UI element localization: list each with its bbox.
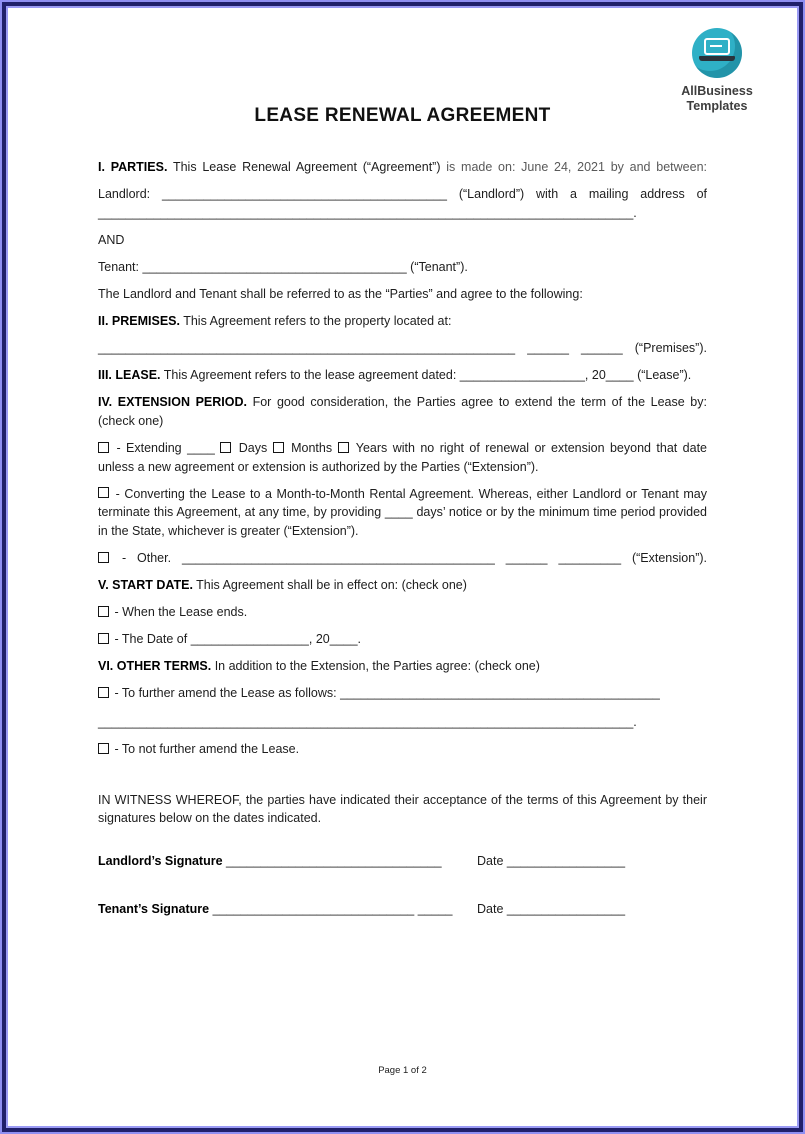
- start-date-year-suffix: , 20____.: [308, 632, 362, 647]
- start-date-option-label: - The Date of: [114, 632, 188, 647]
- tenant-line: [98, 258, 707, 277]
- extension-heading-line: [98, 393, 707, 412]
- lease-year-blank[interactable]: ____: [605, 368, 634, 383]
- landlord-address-period: .: [633, 205, 637, 220]
- laptop-icon: [692, 28, 742, 78]
- tenant-date-label: Date: [477, 901, 504, 916]
- tenant-signature-extra-blank[interactable]: _____: [417, 901, 453, 916]
- landlord-line: [98, 185, 707, 222]
- premises-address-blank[interactable]: ____________________________________________________________: [98, 341, 516, 356]
- parties-referred-line: The Landlord and Tenant shall be referred to as the “Parties” and agree to the following:: [98, 286, 583, 301]
- landlord-date-blank[interactable]: _________________: [506, 853, 626, 868]
- premises-suffix: (“Premises”).: [634, 341, 707, 356]
- option-extending-line: [98, 439, 707, 476]
- tenant-signature-left: [98, 902, 477, 916]
- lease-body: This Agreement refers to the lease agreement dated:: [163, 368, 457, 383]
- parties-made-on-date: is made on: June 24, 2021 by and between:: [446, 160, 707, 174]
- landlord-label: Landlord:: [98, 187, 151, 202]
- days-checkbox[interactable]: [220, 442, 231, 453]
- start-date-heading: V. START DATE.: [98, 578, 193, 593]
- other-terms-heading: VI. OTHER TERMS.: [98, 659, 212, 674]
- landlord-date-label: Date: [477, 853, 504, 868]
- landlord-signature-blank[interactable]: _______________________________: [226, 853, 442, 868]
- converting-before: - Converting the Lease to a Month-to-Month Rental Agreement. Whereas, either Landlord or Tenant may terminate this Agreement, at any time, by providing: [98, 486, 707, 520]
- premises-body: This Agreement refers to the property located at:: [183, 314, 452, 329]
- landlord-signature-row: [98, 854, 707, 868]
- start-date-blank[interactable]: _________________: [190, 632, 309, 647]
- witness-clause: IN WITNESS WHEREOF, the parties have indicated their acceptance of the terms of this Agreement by their signatures below on the dates indicated.: [98, 792, 707, 826]
- years-label: Years: [355, 441, 388, 456]
- start-date-body: This Agreement shall be in effect on: (check one): [196, 578, 467, 593]
- converting-checkbox[interactable]: [98, 487, 109, 498]
- lease-year-label: , 20: [584, 368, 606, 383]
- amend-blank2[interactable]: _____________________________________________________________________________: [98, 715, 634, 730]
- extending-checkbox[interactable]: [98, 442, 109, 453]
- tenant-signature-row: [98, 902, 707, 916]
- months-label: Months: [291, 441, 333, 456]
- tenant-signature-label: Tenant’s Signature: [98, 901, 210, 916]
- other-blank-long[interactable]: _____________________________________________: [182, 551, 495, 565]
- tenant-date-blank[interactable]: _________________: [506, 901, 626, 916]
- logo-brand-line1: AllBusiness: [681, 84, 753, 98]
- logo-brand-line2: Templates: [686, 98, 748, 113]
- parties-intro-line: [98, 158, 707, 177]
- converting-after: days’ notice or by the minimum time period provided in the State, whichever is greater (“Extension”).: [98, 505, 708, 538]
- landlord-signature-left: [98, 854, 477, 868]
- tenant-signature-blank[interactable]: _____________________________: [212, 901, 415, 916]
- tenant-suffix: (“Tenant”).: [410, 259, 468, 274]
- days-label: Days: [238, 441, 268, 456]
- premises-heading-line: [98, 312, 707, 331]
- premises-blank-short1[interactable]: ______: [527, 341, 569, 356]
- extension-check-one-line: (check one): [98, 413, 164, 428]
- other-blank-short1[interactable]: ______: [505, 551, 548, 565]
- other-suffix: (“Extension”).: [631, 551, 707, 565]
- lease-heading: III. LEASE.: [98, 368, 161, 383]
- months-checkbox[interactable]: [273, 442, 284, 453]
- lease-date-blank[interactable]: __________________: [459, 368, 585, 383]
- amend-blank1[interactable]: ______________________________________________: [340, 686, 660, 701]
- extension-body: For good consideration, the Parties agree to extend the term of the Lease by:: [252, 395, 707, 410]
- premises-blank-line: [98, 339, 707, 358]
- landlord-suffix: (“Landlord”) with a mailing address of: [458, 187, 707, 202]
- amend-label: - To further amend the Lease as follows:: [114, 686, 337, 701]
- lease-ends-checkbox[interactable]: [98, 606, 109, 617]
- laptop-base-icon: [699, 56, 735, 61]
- option-lease-ends-line: [98, 603, 707, 622]
- extending-label: - Extending: [116, 441, 182, 456]
- no-amend-label: - To not further amend the Lease.: [114, 742, 300, 757]
- option-amend-line: [98, 684, 707, 703]
- extending-number-blank[interactable]: ____: [187, 441, 215, 456]
- converting-days-blank[interactable]: ____: [384, 505, 413, 520]
- and-line: AND: [98, 232, 125, 247]
- landlord-name-blank[interactable]: _________________________________________: [161, 187, 447, 202]
- premises-blank-short2[interactable]: ______: [580, 341, 623, 356]
- amend-blank-line2: [98, 713, 707, 732]
- no-amend-checkbox[interactable]: [98, 743, 109, 754]
- option-other-line: [98, 549, 707, 568]
- other-terms-body: In addition to the Extension, the Parties agree: (check one): [214, 659, 540, 674]
- page-border-middle: [2, 2, 803, 1132]
- other-terms-heading-line: [98, 657, 707, 676]
- laptop-screen-icon: [704, 38, 730, 55]
- extending-rest: with no right of renewal or extension beyond that date unless a new agreement or extension is authorized by the Parties (“Extension”).: [98, 441, 707, 474]
- premises-heading: II. PREMISES.: [98, 314, 180, 329]
- other-checkbox[interactable]: [98, 552, 109, 563]
- other-label: - Other.: [121, 551, 172, 565]
- amend-period: .: [633, 715, 637, 730]
- years-checkbox[interactable]: [338, 442, 349, 453]
- lease-ends-label: - When the Lease ends.: [114, 605, 248, 620]
- extension-heading: IV. EXTENSION PERIOD.: [98, 395, 247, 410]
- page-number: Page 1 of 2: [378, 1065, 427, 1076]
- start-date-checkbox[interactable]: [98, 633, 109, 644]
- landlord-address-blank[interactable]: _____________________________________________________________________________: [98, 205, 634, 220]
- tenant-label: Tenant:: [98, 259, 140, 274]
- option-no-amend-line: [98, 740, 707, 759]
- parties-intro: This Lease Renewal Agreement (“Agreement”): [172, 160, 441, 174]
- page-content: [6, 6, 799, 1128]
- landlord-signature-label: Landlord’s Signature: [98, 853, 223, 868]
- allbusiness-templates-logo: [669, 28, 765, 113]
- lease-line: [98, 366, 707, 385]
- start-date-heading-line: [98, 576, 707, 595]
- parties-heading: I. PARTIES.: [98, 160, 168, 174]
- option-converting-line: [98, 485, 707, 541]
- amend-checkbox[interactable]: [98, 687, 109, 698]
- document-title: LEASE RENEWAL AGREEMENT: [254, 105, 551, 126]
- tenant-name-blank[interactable]: ______________________________________: [142, 259, 407, 274]
- option-start-date-line: [98, 630, 707, 649]
- other-blank-short2[interactable]: _________: [558, 551, 622, 565]
- lease-suffix: (“Lease”).: [637, 368, 692, 383]
